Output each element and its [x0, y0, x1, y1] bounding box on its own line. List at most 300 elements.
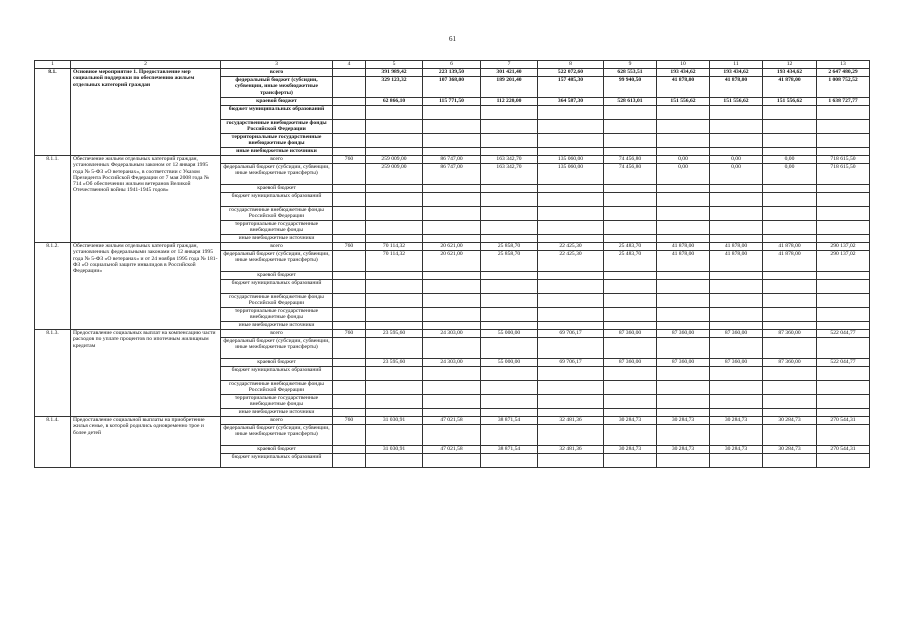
value-cell: 86 747,00 — [423, 156, 481, 164]
header-cell: 9 — [604, 61, 657, 69]
value-cell — [604, 221, 657, 235]
value-cell: 0,00 — [657, 156, 710, 164]
value-cell — [481, 425, 538, 446]
value-cell — [423, 235, 481, 243]
value-cell — [604, 134, 657, 148]
value-cell — [657, 235, 710, 243]
value-cell — [817, 207, 870, 221]
value-cell — [366, 294, 423, 308]
item-name: Предоставление социальной выплаты на приобретение жилья семье, в которой родились одновременно трое и более детей — [71, 417, 221, 468]
value-cell — [481, 185, 538, 193]
value-cell — [710, 308, 763, 322]
value-cell — [763, 207, 817, 221]
value-cell: 270 544,31 — [817, 446, 870, 454]
value-cell — [604, 280, 657, 294]
value-cell — [604, 120, 657, 134]
funding-source: всего — [221, 417, 333, 425]
value-cell — [366, 409, 423, 417]
value-cell — [538, 148, 604, 156]
value-cell — [657, 272, 710, 280]
value-cell: 74 456,80 — [604, 164, 657, 185]
value-cell — [763, 134, 817, 148]
value-cell: 87 360,00 — [657, 359, 710, 367]
value-cell — [710, 280, 763, 294]
value-cell — [366, 193, 423, 207]
value-cell — [538, 235, 604, 243]
value-cell: 193 434,62 — [710, 69, 763, 77]
value-cell — [710, 235, 763, 243]
value-cell — [817, 322, 870, 330]
item-code: 8.1.4. — [35, 417, 71, 468]
column-4-cell — [333, 359, 366, 367]
funding-source: всего — [221, 243, 333, 251]
value-cell — [763, 185, 817, 193]
value-cell — [604, 207, 657, 221]
table-row — [35, 330, 870, 338]
value-cell — [763, 294, 817, 308]
value-cell: 32 481,36 — [538, 446, 604, 454]
item-name: Предоставление социальных выплат на компенсацию части расходов по уплате процентов по ипотечным жилищным кредитам — [71, 330, 221, 417]
value-cell — [657, 106, 710, 120]
column-4-cell — [333, 98, 366, 106]
value-cell: 718 615,50 — [817, 156, 870, 164]
table-row — [35, 156, 870, 164]
page-number: 61 — [449, 35, 456, 43]
funding-source: краевой бюджет — [221, 98, 333, 106]
value-cell: 0,00 — [763, 164, 817, 185]
value-cell: 163 342,70 — [481, 156, 538, 164]
value-cell: 0,00 — [763, 156, 817, 164]
value-cell: 290 137,02 — [817, 251, 870, 272]
value-cell — [538, 185, 604, 193]
item-code: 8.1.3. — [35, 330, 71, 417]
value-cell — [763, 148, 817, 156]
value-cell: 87 360,00 — [657, 330, 710, 338]
value-cell — [657, 322, 710, 330]
value-cell — [763, 193, 817, 207]
value-cell — [423, 134, 481, 148]
value-cell — [481, 134, 538, 148]
column-4-cell — [333, 294, 366, 308]
value-cell — [604, 381, 657, 395]
value-cell: 163 342,70 — [481, 164, 538, 185]
value-cell — [604, 322, 657, 330]
value-cell: 30 284,73 — [604, 417, 657, 425]
funding-source: государственные внебюджетные фонды Российской Федерации — [221, 120, 333, 134]
value-cell — [604, 308, 657, 322]
value-cell — [538, 381, 604, 395]
value-cell — [657, 409, 710, 417]
column-4-cell — [333, 221, 366, 235]
funding-source: федеральный бюджет (субсидии, субвенции, иные межбюджетные трансферты) — [221, 77, 333, 98]
value-cell — [481, 193, 538, 207]
value-cell: 25 858,70 — [481, 251, 538, 272]
value-cell — [366, 308, 423, 322]
funding-source: федеральный бюджет (субсидии, субвенции, иные межбюджетные трансферты) — [221, 251, 333, 272]
column-4-cell — [333, 106, 366, 120]
value-cell: 107 368,00 — [423, 77, 481, 98]
header-cell: 1 — [35, 61, 71, 69]
value-cell — [481, 338, 538, 359]
value-cell — [657, 120, 710, 134]
value-cell — [423, 308, 481, 322]
value-cell: 30 284,73 — [604, 446, 657, 454]
value-cell — [423, 338, 481, 359]
value-cell: 301 421,40 — [481, 69, 538, 77]
funding-source: бюджет муниципальных образований — [221, 367, 333, 381]
value-cell: 38 871,54 — [481, 417, 538, 425]
value-cell — [366, 381, 423, 395]
value-cell — [423, 120, 481, 134]
value-cell — [763, 120, 817, 134]
value-cell — [657, 280, 710, 294]
value-cell: 47 021,58 — [423, 446, 481, 454]
value-cell — [481, 395, 538, 409]
funding-source: государственные внебюджетные фонды Российской Федерации — [221, 381, 333, 395]
value-cell: 135 060,00 — [538, 164, 604, 185]
header-cell: 6 — [423, 61, 481, 69]
value-cell — [481, 106, 538, 120]
value-cell — [604, 294, 657, 308]
column-4-cell: 760 — [333, 330, 366, 338]
value-cell: 1 008 752,52 — [817, 77, 870, 98]
value-cell: 151 556,62 — [763, 98, 817, 106]
value-cell — [481, 322, 538, 330]
funding-source: иные внебюджетные источники — [221, 235, 333, 243]
value-cell — [366, 134, 423, 148]
column-4-cell — [333, 280, 366, 294]
value-cell: 55 000,00 — [481, 359, 538, 367]
value-cell: 30 284,73 — [657, 417, 710, 425]
column-4-cell — [333, 409, 366, 417]
value-cell — [538, 280, 604, 294]
value-cell: 25 483,70 — [604, 243, 657, 251]
value-cell — [538, 221, 604, 235]
column-4-cell — [333, 164, 366, 185]
value-cell — [817, 134, 870, 148]
value-cell: 259 009,00 — [366, 164, 423, 185]
value-cell — [817, 193, 870, 207]
funding-source: территориальные государственные внебюджетные фонды — [221, 221, 333, 235]
value-cell — [604, 338, 657, 359]
value-cell: 20 621,00 — [423, 251, 481, 272]
value-cell — [657, 193, 710, 207]
column-4-cell — [333, 454, 366, 468]
value-cell — [763, 235, 817, 243]
value-cell — [817, 148, 870, 156]
value-cell — [604, 185, 657, 193]
value-cell: 189 201,40 — [481, 77, 538, 98]
value-cell — [763, 308, 817, 322]
value-cell — [763, 106, 817, 120]
column-4-cell — [333, 185, 366, 193]
value-cell — [763, 338, 817, 359]
header-cell: 4 — [333, 61, 366, 69]
value-cell: 99 940,50 — [604, 77, 657, 98]
value-cell — [657, 381, 710, 395]
column-4-cell — [333, 367, 366, 381]
value-cell — [604, 148, 657, 156]
funding-source: государственные внебюджетные фонды Российской Федерации — [221, 294, 333, 308]
value-cell: 151 556,62 — [657, 98, 710, 106]
value-cell — [538, 272, 604, 280]
value-cell: 25 858,70 — [481, 243, 538, 251]
value-cell: 718 615,50 — [817, 164, 870, 185]
funding-source: территориальные государственные внебюджетные фонды — [221, 308, 333, 322]
value-cell: 30 284,73 — [710, 446, 763, 454]
value-cell — [423, 454, 481, 468]
column-4-cell — [333, 120, 366, 134]
funding-source: всего — [221, 330, 333, 338]
value-cell — [710, 454, 763, 468]
value-cell — [538, 207, 604, 221]
value-cell: 87 360,00 — [604, 359, 657, 367]
value-cell: 41 878,00 — [710, 77, 763, 98]
value-cell: 151 556,62 — [710, 98, 763, 106]
value-cell — [538, 308, 604, 322]
value-cell — [423, 106, 481, 120]
value-cell — [817, 280, 870, 294]
value-cell — [763, 322, 817, 330]
value-cell — [710, 409, 763, 417]
value-cell — [423, 409, 481, 417]
value-cell: 70 114,32 — [366, 243, 423, 251]
value-cell — [604, 235, 657, 243]
header-cell: 8 — [538, 61, 604, 69]
value-cell — [366, 272, 423, 280]
value-cell — [817, 425, 870, 446]
value-cell — [604, 454, 657, 468]
value-cell — [481, 120, 538, 134]
funding-source: краевой бюджет — [221, 446, 333, 454]
value-cell — [538, 120, 604, 134]
value-cell: 135 060,00 — [538, 156, 604, 164]
value-cell — [710, 381, 763, 395]
value-cell: 22 425,30 — [538, 243, 604, 251]
value-cell: 24 303,00 — [423, 330, 481, 338]
value-cell — [481, 409, 538, 417]
funding-source: всего — [221, 69, 333, 77]
value-cell — [710, 425, 763, 446]
funding-source: краевой бюджет — [221, 359, 333, 367]
value-cell — [366, 280, 423, 294]
value-cell — [657, 367, 710, 381]
value-cell: 38 871,54 — [481, 446, 538, 454]
funding-source: всего — [221, 156, 333, 164]
funding-source: федеральный бюджет (субсидии, субвенции, иные межбюджетные трансферты) — [221, 425, 333, 446]
value-cell: 74 456,80 — [604, 156, 657, 164]
value-cell — [817, 381, 870, 395]
value-cell — [710, 367, 763, 381]
value-cell — [538, 134, 604, 148]
value-cell: 24 303,00 — [423, 359, 481, 367]
value-cell — [817, 221, 870, 235]
value-cell — [604, 193, 657, 207]
value-cell — [366, 454, 423, 468]
value-cell: 259 009,00 — [366, 156, 423, 164]
value-cell: 23 595,60 — [366, 359, 423, 367]
value-cell — [366, 395, 423, 409]
value-cell — [710, 148, 763, 156]
column-4-cell — [333, 77, 366, 98]
value-cell — [710, 106, 763, 120]
value-cell — [710, 207, 763, 221]
funding-source: краевой бюджет — [221, 272, 333, 280]
value-cell: 87 360,00 — [604, 330, 657, 338]
value-cell — [366, 207, 423, 221]
funding-source: бюджет муниципальных образований — [221, 106, 333, 120]
value-cell — [538, 106, 604, 120]
value-cell — [817, 120, 870, 134]
value-cell — [423, 148, 481, 156]
value-cell — [657, 148, 710, 156]
value-cell: 0,00 — [657, 164, 710, 185]
header-cell: 10 — [657, 61, 710, 69]
value-cell — [657, 134, 710, 148]
value-cell — [710, 193, 763, 207]
value-cell — [763, 221, 817, 235]
value-cell — [366, 120, 423, 134]
value-cell: 31 030,91 — [366, 446, 423, 454]
value-cell: 41 878,00 — [763, 251, 817, 272]
value-cell: 47 021,58 — [423, 417, 481, 425]
table-row — [35, 243, 870, 251]
value-cell — [817, 454, 870, 468]
header-cell: 2 — [71, 61, 221, 69]
funding-source: бюджет муниципальных образований — [221, 280, 333, 294]
funding-source: федеральный бюджет (субсидии, субвенции, иные межбюджетные трансферты) — [221, 164, 333, 185]
value-cell — [817, 294, 870, 308]
value-cell — [481, 272, 538, 280]
value-cell: 22 425,30 — [538, 251, 604, 272]
value-cell — [481, 454, 538, 468]
value-cell — [604, 409, 657, 417]
value-cell — [710, 272, 763, 280]
value-cell — [657, 294, 710, 308]
value-cell — [604, 425, 657, 446]
value-cell — [817, 367, 870, 381]
value-cell — [604, 106, 657, 120]
item-code: 8.1. — [35, 69, 71, 156]
value-cell: 30 284,73 — [657, 446, 710, 454]
value-cell — [423, 185, 481, 193]
value-cell — [423, 221, 481, 235]
funding-source: государственные внебюджетные фонды Российской Федерации — [221, 207, 333, 221]
value-cell — [481, 367, 538, 381]
value-cell — [817, 308, 870, 322]
column-4-cell — [333, 338, 366, 359]
value-cell — [423, 381, 481, 395]
value-cell — [423, 280, 481, 294]
column-4-cell — [333, 134, 366, 148]
header-cell: 12 — [763, 61, 817, 69]
value-cell — [423, 272, 481, 280]
value-cell — [817, 338, 870, 359]
value-cell: 41 878,00 — [657, 251, 710, 272]
value-cell: 329 123,32 — [366, 77, 423, 98]
value-cell: 87 360,00 — [710, 330, 763, 338]
value-cell — [538, 409, 604, 417]
value-cell — [423, 193, 481, 207]
value-cell: 32 481,36 — [538, 417, 604, 425]
value-cell: 87 360,00 — [763, 330, 817, 338]
value-cell — [817, 409, 870, 417]
value-cell — [817, 106, 870, 120]
value-cell — [366, 185, 423, 193]
value-cell — [763, 395, 817, 409]
value-cell — [423, 207, 481, 221]
value-cell — [538, 367, 604, 381]
value-cell — [481, 308, 538, 322]
value-cell — [763, 425, 817, 446]
value-cell — [423, 395, 481, 409]
value-cell: 87 360,00 — [710, 359, 763, 367]
value-cell — [423, 322, 481, 330]
value-cell: 41 878,00 — [710, 251, 763, 272]
column-4-cell — [333, 251, 366, 272]
item-code: 8.1.1. — [35, 156, 71, 243]
value-cell — [538, 193, 604, 207]
value-cell: 0,00 — [710, 156, 763, 164]
value-cell: 87 360,00 — [763, 359, 817, 367]
value-cell — [817, 395, 870, 409]
value-cell: 69 706,17 — [538, 359, 604, 367]
value-cell — [657, 221, 710, 235]
value-cell: 30 284,73 — [763, 446, 817, 454]
funding-source: иные внебюджетные источники — [221, 409, 333, 417]
value-cell — [710, 185, 763, 193]
value-cell — [817, 185, 870, 193]
value-cell — [481, 148, 538, 156]
value-cell — [763, 381, 817, 395]
column-4-cell — [333, 272, 366, 280]
funding-source: бюджет муниципальных образований — [221, 193, 333, 207]
column-4-cell — [333, 381, 366, 395]
value-cell — [657, 207, 710, 221]
value-cell — [423, 367, 481, 381]
value-cell — [763, 280, 817, 294]
value-cell — [710, 395, 763, 409]
value-cell — [481, 280, 538, 294]
value-cell: 0,00 — [710, 164, 763, 185]
value-cell: 41 878,00 — [763, 243, 817, 251]
column-4-cell — [333, 207, 366, 221]
value-cell — [710, 120, 763, 134]
value-cell — [481, 294, 538, 308]
value-cell — [366, 367, 423, 381]
value-cell — [366, 221, 423, 235]
value-cell: 41 878,00 — [657, 77, 710, 98]
value-cell: 25 483,70 — [604, 251, 657, 272]
column-4-cell — [333, 193, 366, 207]
value-cell: 270 544,31 — [817, 417, 870, 425]
value-cell: 69 706,17 — [538, 330, 604, 338]
budget-table — [34, 60, 870, 468]
item-code: 8.1.2. — [35, 243, 71, 330]
value-cell: 391 989,42 — [366, 69, 423, 77]
funding-source: бюджет муниципальных образований — [221, 454, 333, 468]
column-4-cell — [333, 235, 366, 243]
value-cell: 157 485,30 — [538, 77, 604, 98]
column-4-cell — [333, 395, 366, 409]
value-cell — [366, 235, 423, 243]
table-row — [35, 417, 870, 425]
value-cell — [538, 294, 604, 308]
value-cell: 30 284,73 — [763, 417, 817, 425]
value-cell — [423, 294, 481, 308]
column-4-cell — [333, 148, 366, 156]
value-cell — [604, 367, 657, 381]
